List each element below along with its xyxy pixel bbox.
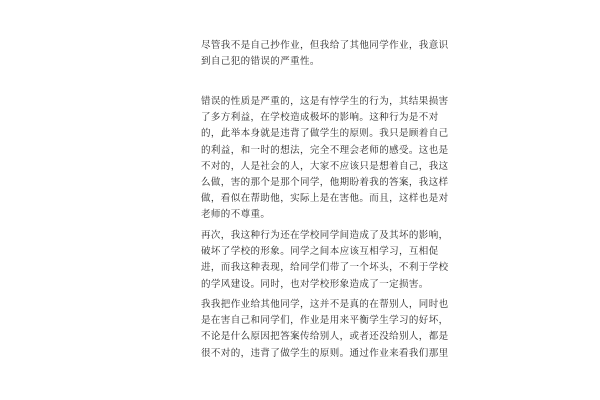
text-line: 老师的不尊重。	[201, 209, 271, 221]
text-line: 是在害自己和同学们，作业是用来平衡学生学习的好坏，	[201, 315, 449, 327]
text-line: 尽管我不是自己抄作业，但我给了其他同学作业，我意识	[201, 40, 449, 51]
paragraph-4	[201, 297, 449, 362]
text-line: 我我把作业给其他同学，这并不是真的在帮别人，同时也	[201, 299, 449, 310]
text-line: 了多方利益，在学校造成极坏的影响。这种行为是不对	[201, 112, 439, 124]
text-line: 的学风建设。同时，也对学校形象造成了一定损害。	[201, 278, 429, 290]
paragraph-1	[201, 38, 449, 70]
paragraph-2	[201, 94, 449, 224]
text-line: 再次，我这种行为还在学校同学间造成了及其坏的影响，	[201, 230, 449, 241]
paragraph-3	[201, 228, 449, 293]
text-line: 不论是什么原因把答案传给别人，或者还没给别人，都是	[201, 331, 449, 343]
text-line: 做，看似在帮助他，实际上是在害他。而且，这样也是对	[201, 193, 449, 205]
text-line: 的，此举本身就是违背了做学生的原则。我只是顾着自己	[201, 128, 449, 140]
text-line: 破坏了学校的形象。同学之间本应该互相学习，互相促	[201, 246, 439, 258]
text-line: 到自己犯的错误的严重性。	[201, 56, 320, 68]
text-line: 的利益，和一时的想法，完全不理会老师的感受。这也是	[201, 144, 449, 156]
text-line: 很不对的，违背了做学生的原则。通过作业来看我们那里	[201, 347, 449, 359]
text-line: 不对的，人是社会的人，大家不应该只是想着自己，我这	[201, 160, 449, 172]
text-line: 进，而我这种表现，给同学们带了一个坏头，不利于学校	[201, 262, 449, 274]
text-line: 么做，害的那个是那个同学，他期盼着我的答案，我这样	[201, 176, 449, 188]
text-line: 错误的性质是严重的，这是有悖学生的行为，其结果损害	[201, 96, 449, 107]
